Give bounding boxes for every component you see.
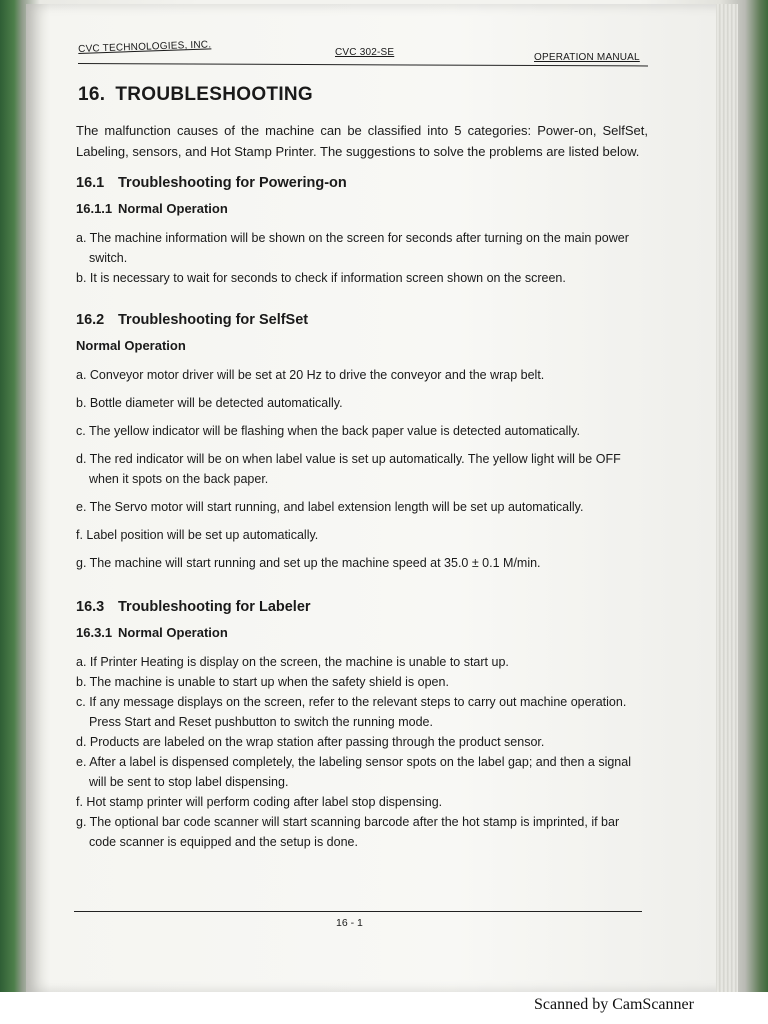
chapter-title-text: TROUBLESHOOTING <box>115 84 313 105</box>
list-item: d. The red indicator will be on when label value is set up automatically. The yellow light will be OFF when it spots on the back paper. <box>76 452 621 486</box>
subsection-title: Normal Operation <box>118 625 228 640</box>
subsection-number: 16.1.1 <box>76 201 113 216</box>
list-item: g. The machine will start running and set up the machine speed at 35.0 ± 0.1 M/min. <box>76 556 541 570</box>
list-item: a. Conveyor motor driver will be set at 20 Hz to drive the conveyor and the wrap belt. <box>76 368 545 382</box>
section-title: Troubleshooting for Labeler <box>118 599 311 615</box>
list-item: f. Hot stamp printer will perform coding after label stop dispensing. <box>76 795 443 809</box>
list-16-2 <box>76 365 648 573</box>
header-model: CVC 302-SE <box>335 47 395 58</box>
section-title: Troubleshooting for SelfSet <box>118 312 309 328</box>
list-item: e. The Servo motor will start running, and label extension length will be set up automatically. <box>76 500 584 514</box>
list-item: g. The optional bar code scanner will start scanning barcode after the hot stamp is imprinted, if bar code scanner is equipped and the setup is done. <box>76 815 620 849</box>
header-company: CVC TECHNOLOGIES, INC. <box>78 39 212 55</box>
list-item: a. The machine information will be shown on the screen for seconds after turning on the main power switch. <box>76 231 629 265</box>
subsection-heading-normal-operation <box>76 338 648 353</box>
subsection-heading-16-1-1 <box>76 201 648 216</box>
subsection-number: 16.3.1 <box>76 625 113 640</box>
intro-paragraph: The malfunction causes of the machine can be classified into 5 categories: Power-on, SelfSet, Labeling, sensors, and Hot Stamp Printer. The suggestions to solve the problems are listed below. <box>76 123 648 159</box>
section-number: 16.1 <box>76 175 105 191</box>
list-item: e. After a label is dispensed completely, the labeling sensor spots on the label gap; and then a signal will be sent to stop label dispensing. <box>76 755 631 789</box>
subsection-title: Normal Operation <box>76 338 186 353</box>
list-item: c. The yellow indicator will be flashing when the back paper value is detected automatically. <box>76 424 580 438</box>
list-item: b. Bottle diameter will be detected automatically. <box>76 396 343 410</box>
footer-rule <box>74 911 642 912</box>
camscanner-watermark: Scanned by CamScanner <box>534 996 694 1013</box>
list-item: a. If Printer Heating is display on the screen, the machine is unable to start up. <box>76 655 509 669</box>
section-number: 16.2 <box>76 312 105 328</box>
section-number: 16.3 <box>76 599 105 615</box>
section-heading-16-2 <box>76 312 648 328</box>
chapter-title <box>78 84 648 106</box>
section-title: Troubleshooting for Powering-on <box>118 175 347 191</box>
list-16-1-1 <box>76 228 648 288</box>
list-item: d. Products are labeled on the wrap station after passing through the product sensor. <box>76 735 545 749</box>
subsection-title: Normal Operation <box>118 201 228 216</box>
chapter-number: 16. <box>78 84 106 105</box>
page-content <box>76 80 648 852</box>
header-rule <box>78 63 648 66</box>
page-number: 16 - 1 <box>336 917 363 929</box>
list-item: f. Label position will be set up automatically. <box>76 528 319 542</box>
list-item: b. The machine is unable to start up when the safety shield is open. <box>76 675 449 689</box>
section-heading-16-3 <box>76 599 648 615</box>
header-manual: OPERATION MANUAL <box>534 52 640 63</box>
section-heading-16-1 <box>76 175 648 191</box>
subsection-heading-16-3-1 <box>76 625 648 640</box>
page-header <box>78 39 648 66</box>
list-16-3-1 <box>76 652 648 852</box>
page-edge <box>716 4 738 992</box>
list-item: c. If any message displays on the screen, refer to the relevant steps to carry out machine operation. Press Start and Reset pushbutton to switch the running mode. <box>76 695 627 729</box>
list-item: b. It is necessary to wait for seconds to check if information screen shown on the screen. <box>76 271 566 285</box>
